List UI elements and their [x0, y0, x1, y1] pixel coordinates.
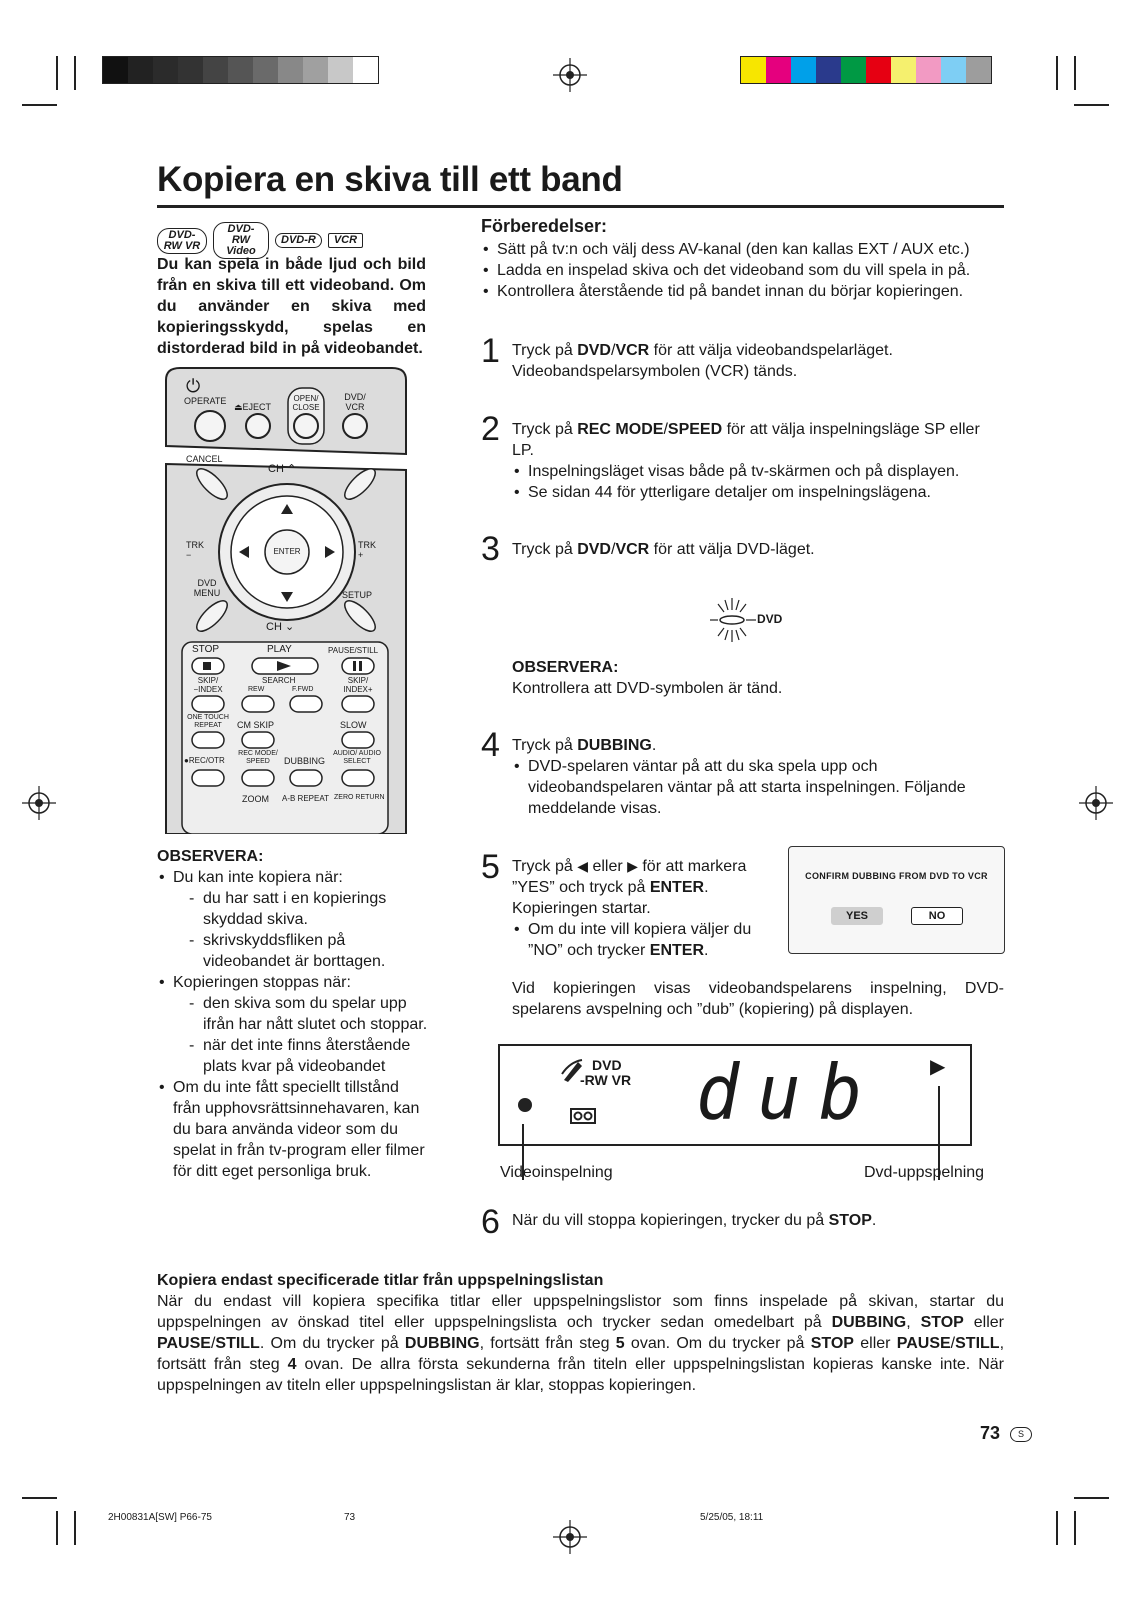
text: / — [950, 1335, 956, 1352]
color-swatch — [891, 57, 916, 83]
text: , fortsätt från steg — [479, 1335, 616, 1352]
step-text: När du vill stoppa kopieringen, trycker du på — [512, 1212, 829, 1229]
confirm-dialog — [788, 846, 1005, 954]
footer-code: 2H00831A[SW] P66-75 — [108, 1512, 212, 1523]
color-swatch — [966, 57, 991, 83]
eject-label: ⏏EJECT — [234, 402, 272, 412]
color-swatch — [328, 57, 353, 83]
list-item: - du har satt i en kopierings skyddad skiva. — [187, 888, 429, 930]
crop-mark — [1074, 1511, 1076, 1545]
step-text: . — [651, 737, 657, 754]
dvd-menu-label: DVD MENU — [193, 578, 221, 598]
process-color-bar — [740, 56, 992, 84]
open-close-label: OPEN/ CLOSE — [292, 394, 320, 412]
key-name: DUBBING — [831, 1314, 907, 1331]
color-swatch — [178, 57, 203, 83]
list-item: - skrivskyddsfliken på videobandet är borttagen. — [187, 930, 429, 972]
dvd-rw-video-icon: DVD-RW Video — [213, 222, 269, 259]
step-text: / — [610, 342, 616, 359]
step-2-text — [512, 419, 1004, 503]
crop-mark — [1074, 104, 1109, 106]
dvd-rw-vr-icon: DVD-RW VR — [157, 228, 207, 254]
color-swatch — [203, 57, 228, 83]
step-text: Om du inte vill kopiera väljer du ”NO” och trycker — [528, 921, 752, 959]
record-dot-icon — [518, 1098, 532, 1112]
list-item: • Ladda en inspelad skiva och det videoband som du vill spela in på. — [481, 260, 1011, 281]
step-text: Videobandspelarsymbolen (VCR) tänds. — [512, 363, 798, 380]
crop-mark — [56, 1511, 58, 1545]
text: . Om du trycker på — [259, 1335, 405, 1352]
list-item: • Inspelningsläget visas både på tv-skärmen och på displayen. — [512, 461, 1004, 482]
color-swatch — [741, 57, 766, 83]
text: , fortsätt från steg — [157, 1335, 1005, 1373]
key-name: SPEED — [667, 421, 723, 438]
registration-mark-icon — [553, 1520, 587, 1554]
stop-label: STOP — [192, 644, 220, 655]
text: När du endast vill kopiera specifika titlar eller uppspelningslistor som finns inspelade på skivan, startar du uppspelningen av önskad titel eller uppspelningslista och trycker sedan omedelbart på — [157, 1293, 1004, 1331]
color-swatch — [153, 57, 178, 83]
page-number: 73 — [980, 1423, 1001, 1443]
dvd-indicator-lit-icon — [706, 596, 758, 644]
key-name: ENTER — [649, 879, 705, 896]
title-rule — [157, 205, 1004, 208]
display-dvd-label: DVD — [592, 1057, 622, 1073]
key-name: 5 — [615, 1335, 625, 1352]
step-5-text — [512, 856, 780, 961]
list-item: • Om du inte fått speciellt tillstånd från upphovsrättsinnehavaren, kan du bara använda videor som du spelat in från tv-program eller filmer för ditt eget personliga bruk. — [157, 1077, 429, 1182]
registration-mark-icon — [22, 786, 56, 820]
play-indicator-icon: ▶ — [930, 1056, 946, 1078]
one-touch-repeat-label: ONE TOUCH REPEAT — [187, 714, 229, 729]
step-text: . — [704, 942, 709, 959]
audio-select-label: AUDIO/ AUDIO SELECT — [333, 750, 381, 765]
key-name: ENTER — [649, 942, 705, 959]
setup-label: SETUP — [342, 590, 373, 600]
language-mark: S — [1010, 1427, 1032, 1442]
yes-button[interactable]: YES — [831, 907, 883, 925]
footer-date: 5/25/05, 18:11 — [700, 1512, 764, 1523]
color-swatch — [941, 57, 966, 83]
registration-mark-icon — [1079, 786, 1113, 820]
left-arrow-icon: ◀ — [577, 858, 588, 874]
crop-mark — [56, 56, 58, 90]
step-number: 5 — [481, 848, 500, 886]
key-name: 4 — [287, 1356, 297, 1373]
dvd-r-icon: DVD-R — [275, 233, 322, 248]
color-swatch — [791, 57, 816, 83]
prep-list — [481, 239, 1011, 302]
grayscale-color-bar — [102, 56, 379, 84]
step-text: / — [610, 541, 616, 558]
note-text: Kopieringen stoppas när: — [173, 974, 351, 991]
color-swatch — [353, 57, 378, 83]
step-number: 6 — [481, 1203, 500, 1241]
key-name: DUBBING — [577, 737, 652, 754]
key-name: STILL — [955, 1335, 1000, 1352]
ch-down-label: CH ⌄ — [266, 621, 295, 633]
step-text: . — [704, 879, 709, 896]
color-swatch — [866, 57, 891, 83]
color-swatch — [816, 57, 841, 83]
key-name: PAUSE — [157, 1335, 211, 1352]
list-item: • DVD-spelaren väntar på att du ska spela upp och videobandspelaren väntar på att starta inspelningen. Följande meddelande visas. — [512, 756, 1004, 819]
list-item — [512, 919, 780, 961]
step-text: för att välja videobandspelarläget. — [649, 342, 893, 359]
note-text: Kontrollera att DVD-symbolen är tänd. — [512, 680, 783, 697]
step-text: Kopieringen startar. — [512, 900, 651, 917]
dvd-playback-label: Dvd-uppspelning — [864, 1164, 985, 1181]
note-text: Du kan inte kopiera när: — [173, 869, 343, 886]
display-rwvr-label: -RW VR — [580, 1072, 632, 1088]
list-item: • Kontrollera återstående tid på bandet innan du börjar kopieringen. — [481, 281, 1011, 302]
color-swatch — [103, 57, 128, 83]
crop-mark — [22, 1497, 57, 1499]
enter-label: ENTER — [273, 547, 301, 556]
list-item: - när det inte finns återstående plats kvar på videobandet — [187, 1035, 429, 1077]
key-name: PAUSE — [896, 1335, 951, 1352]
crop-mark — [1056, 1511, 1058, 1545]
text: ovan. Om du trycker på — [624, 1335, 811, 1352]
key-name: REC MODE — [577, 421, 664, 438]
text: , — [906, 1314, 921, 1331]
slow-label: SLOW — [340, 720, 367, 730]
dubbing-label: DUBBING — [284, 756, 326, 766]
search-label: SEARCH — [262, 676, 296, 685]
rew-label: REW — [248, 686, 265, 693]
pause-still-label: PAUSE/STILL — [328, 646, 379, 655]
step-number: 1 — [481, 332, 500, 370]
prep-heading: Förberedelser: — [481, 216, 608, 236]
step-text: för att välja DVD-läget. — [649, 541, 815, 558]
crop-mark — [74, 56, 76, 90]
list-item — [157, 972, 429, 1077]
rec-otr-label: ●REC/OTR — [184, 756, 225, 765]
step-text: Tryck på — [512, 858, 578, 875]
trk-plus-label: TRK + — [358, 540, 376, 560]
crop-mark — [1074, 1497, 1109, 1499]
key-name: DVD — [577, 342, 611, 359]
color-swatch — [128, 57, 153, 83]
step-3-text — [512, 539, 1004, 560]
list-item — [157, 867, 429, 972]
text: eller — [853, 1335, 897, 1352]
step-text: Tryck på — [512, 737, 578, 754]
cancel-label: CANCEL — [186, 454, 223, 464]
step-text: för att markera — [642, 858, 747, 875]
left-notes — [157, 846, 429, 1182]
skip-index-plus-label: SKIP/ INDEX+ — [343, 676, 373, 694]
intro-text: Du kan spela in både ljud och bild från en skiva till ett videoband. Om du använder en skiva med kopieringsskydd, spelas en distorderad bild in på videobandet. — [157, 256, 426, 357]
step-5-after-text: Vid kopieringen visas videobandspelarens inspelning, DVD-spelarens avspelning och ”dub” (kopiering) på displayen. — [512, 980, 1004, 1018]
ffwd-label: F.FWD — [292, 686, 314, 693]
step-text: Tryck på — [512, 342, 578, 359]
step-text: för att välja inspelningsläge SP eller LP. — [512, 421, 980, 459]
play-label: PLAY — [267, 644, 292, 655]
crop-mark — [74, 1511, 76, 1545]
color-swatch — [228, 57, 253, 83]
text: / — [210, 1335, 216, 1352]
power-icon: ⏻ — [186, 376, 201, 396]
step-number: 4 — [481, 726, 500, 764]
step-6-text — [512, 1210, 1004, 1231]
step-text: ”YES” och tryck på — [512, 879, 650, 896]
cm-skip-label: CM SKIP — [237, 720, 275, 730]
step-4-text — [512, 735, 1004, 819]
text: ovan. De allra första sekunderna från titeln eller uppspelningslistan kopieras kanske inte. När uppspelningen av titeln eller uppspelningslistan är klar, stoppas kopieringen. — [157, 1356, 1004, 1394]
color-swatch — [278, 57, 303, 83]
left-notes-heading: OBSERVERA: — [157, 848, 264, 865]
rec-mode-speed-label: REC MODE/ SPEED — [238, 750, 278, 765]
crop-mark — [22, 104, 57, 106]
key-name: VCR — [615, 541, 650, 558]
step-text: eller — [592, 858, 623, 875]
observera-note — [512, 657, 1004, 699]
key-name: STOP — [810, 1335, 854, 1352]
key-name: STILL — [215, 1335, 260, 1352]
key-name: DUBBING — [404, 1335, 480, 1352]
step-number: 2 — [481, 410, 500, 448]
vcr-cassette-icon — [570, 1108, 596, 1124]
ch-up-label: CH ⌃ — [268, 463, 297, 475]
zoom-label: ZOOM — [242, 794, 269, 804]
zero-return-label: ZERO RETURN — [334, 794, 385, 801]
crop-mark — [1074, 56, 1076, 90]
step-number: 3 — [481, 530, 500, 568]
right-arrow-icon: ▶ — [627, 858, 638, 874]
video-recording-label: Videoinspelning — [500, 1164, 613, 1181]
remote-control — [160, 366, 414, 834]
vcr-icon: VCR — [328, 233, 363, 248]
list-item: • Se sidan 44 för ytterligare detaljer om inspelningslägena. — [512, 482, 1004, 503]
color-swatch — [841, 57, 866, 83]
operate-label: OPERATE — [184, 396, 227, 406]
note-heading: OBSERVERA: — [512, 659, 619, 676]
skip-index-minus-label: SKIP/ −INDEX — [193, 676, 223, 694]
confirm-title: CONFIRM DUBBING FROM DVD TO VCR — [805, 871, 988, 881]
bottom-heading: Kopiera endast specificerade titlar från uppspelningslistan — [157, 1272, 604, 1289]
text: eller — [963, 1314, 1004, 1331]
step-text: Tryck på — [512, 421, 578, 438]
color-swatch — [253, 57, 278, 83]
dvd-vcr-label: DVD/ VCR — [344, 392, 366, 412]
step-1-text — [512, 340, 1004, 382]
display-dub-text: dub — [696, 1047, 881, 1137]
front-display-panel — [498, 1044, 972, 1146]
color-swatch — [766, 57, 791, 83]
list-item: - den skiva som du spelar upp ifrån har nått slutet och stoppar. — [187, 993, 429, 1035]
step-text: . — [871, 1212, 877, 1229]
dvd-indicator-label: DVD — [757, 612, 783, 626]
no-button[interactable]: NO — [911, 907, 963, 925]
key-name: VCR — [615, 342, 650, 359]
footer-page: 73 — [344, 1512, 356, 1523]
trk-minus-label: TRK − — [186, 540, 204, 560]
crop-mark — [1056, 56, 1058, 90]
key-name: STOP — [920, 1314, 964, 1331]
ab-repeat-label: A-B REPEAT — [282, 794, 329, 803]
key-name: DVD — [577, 541, 611, 558]
color-swatch — [303, 57, 328, 83]
registration-mark-icon — [553, 58, 587, 92]
step-text: / — [663, 421, 668, 438]
bottom-section — [157, 1270, 1004, 1396]
page-title: Kopiera en skiva till ett band — [157, 160, 623, 199]
list-item: • Sätt på tv:n och välj dess AV-kanal (den kan kallas EXT / AUX etc.) — [481, 239, 1011, 260]
color-swatch — [916, 57, 941, 83]
bottom-paragraph — [157, 1291, 1004, 1396]
step-text: Tryck på — [512, 541, 578, 558]
key-name: STOP — [828, 1212, 872, 1229]
